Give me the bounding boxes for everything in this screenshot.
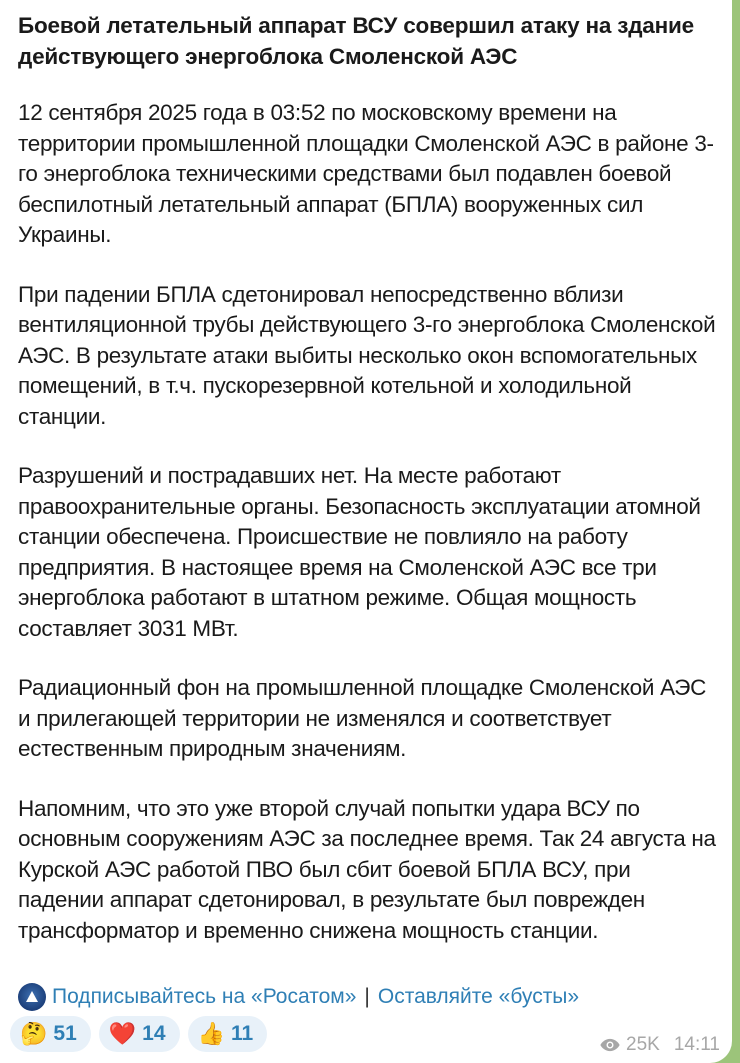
reactions-bar [10, 1016, 267, 1052]
post-paragraph-1: 12 сентября 2025 года в 03:52 по московскому времени на территории промышленной площадки Смоленской АЭС в районе 3-го энергоблока техническими средствами был подавлен боевой беспилотный летательный аппарат (БПЛА) вооруженных сил Украины. [18, 100, 714, 247]
boost-link[interactable]: Оставляйте «бусты» [377, 985, 580, 1008]
reaction-thinking[interactable] [10, 1016, 91, 1052]
reaction-count: 14 [142, 1022, 166, 1045]
view-count: 25K [626, 1034, 660, 1055]
post-title: Боевой летательный аппарат ВСУ совершил атаку на здание действующего энергоблока Смоленской АЭС [18, 13, 694, 69]
reaction-heart[interactable] [99, 1016, 180, 1052]
post-paragraph-2: При падении БПЛА сдетонировал непосредственно вблизи вентиляционной трубы действующего 3-го энергоблока Смоленской АЭС. В результате атаки выбиты несколько окон вспомогательных помещений, в т.ч. пускорезервной котельной и холодильной станции. [18, 281, 716, 429]
reaction-thumbs-up[interactable] [188, 1016, 268, 1052]
post-paragraph-3: Разрушений и пострадавших нет. На месте работают правоохранительные органы. Безопасность эксплуатации атомной станции обеспечена. Происшествие не повлияло на работу предприятия. В настоящее время на Смоленской АЭС все три энергоблока работают в штатном режиме. Общая мощность составляет 3031 МВт. [18, 463, 701, 641]
eye-icon [599, 1038, 621, 1052]
post-paragraph-5: Напомним, что это уже второй случай попытки удара ВСУ по основным сооружениям АЭС за последнее время. Так 24 августа на Курской АЭС работой ПВО был сбит боевой БПЛА ВСУ, при падении аппарат сдетонировал, в результате был поврежден трансформатор и временно снижена мощность станции. [18, 795, 716, 943]
rosatom-logo-icon [18, 983, 46, 1011]
thumbs-up-icon: 👍 [197, 1021, 225, 1046]
post-footer-links [18, 983, 579, 1011]
reaction-count: 51 [53, 1022, 77, 1045]
subscribe-link[interactable]: Подписывайтесь на «Росатом» [52, 985, 357, 1008]
post-paragraph-4: Радиационный фон на промышленной площадке Смоленской АЭС и прилегающей территории не изменялся и соответствует естественным природным значениям. [18, 675, 707, 761]
reaction-count: 11 [230, 1022, 254, 1045]
thinking-face-icon: 🤔 [20, 1021, 48, 1046]
link-separator: | [364, 985, 370, 1008]
red-heart-icon: ❤️ [108, 1021, 137, 1046]
message-time: 14:11 [673, 1034, 720, 1055]
message-meta [599, 1034, 720, 1056]
